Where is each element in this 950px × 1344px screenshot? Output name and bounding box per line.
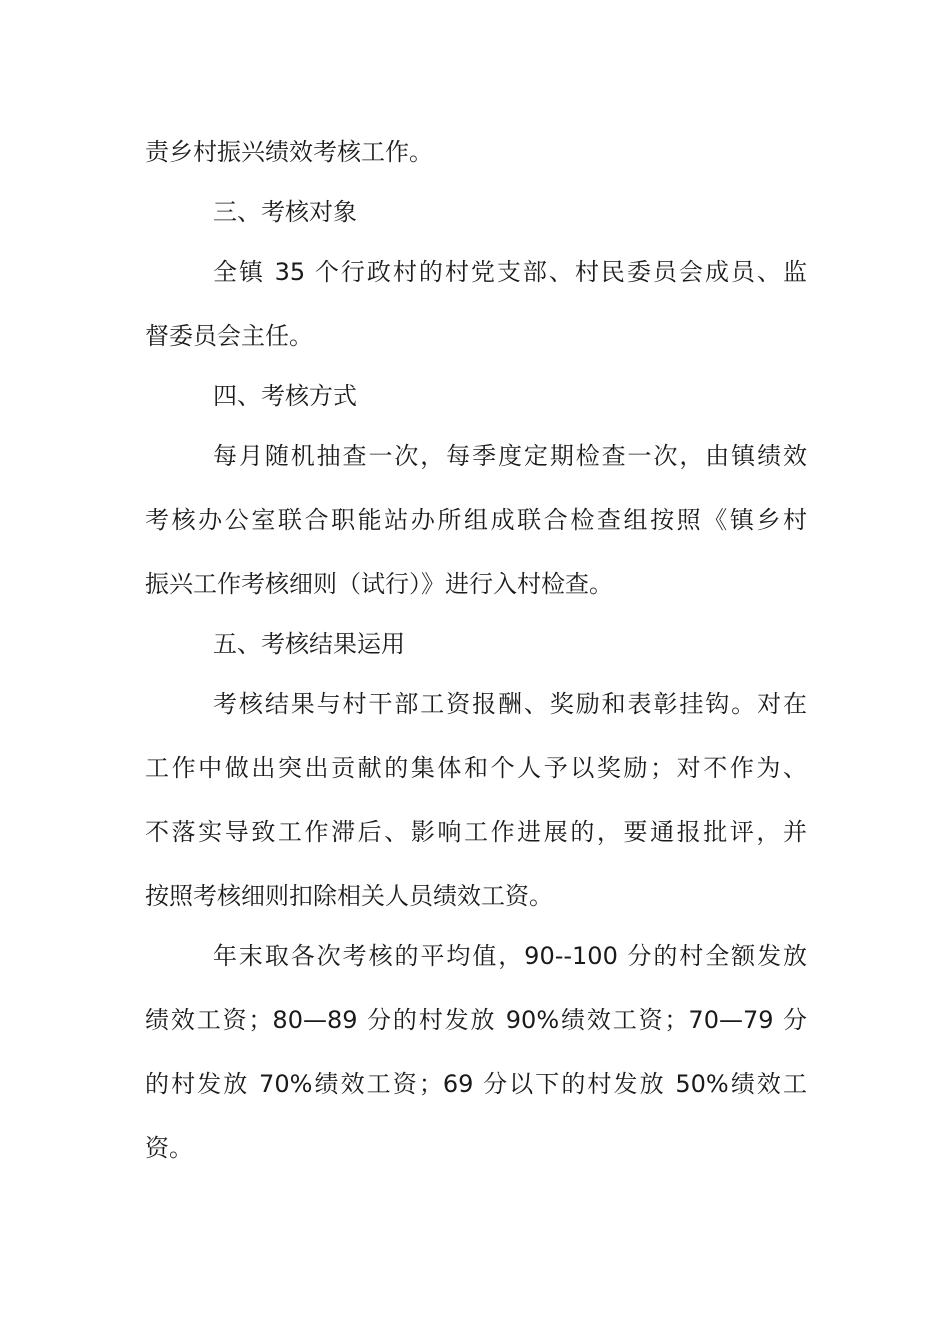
paragraph-line: 绩效工资；80—89 分的村发放 90%绩效工资；70—79 分 [145,1006,807,1034]
section-heading-results: 五、考核结果运用 [213,630,405,658]
paragraph-line: 的村发放 70%绩效工资；69 分以下的村发放 50%绩效工 [145,1070,807,1098]
paragraph-line: 责乡村振兴绩效考核工作。 [145,138,433,166]
section-heading-method: 四、考核方式 [213,382,357,410]
paragraph-line: 每月随机抽查一次，每季度定期检查一次，由镇绩效 [213,442,807,470]
paragraph-line: 振兴工作考核细则（试行）》进行入村检查。 [145,570,613,598]
paragraph-line: 年末取各次考核的平均值，90--100 分的村全额发放 [213,942,807,970]
paragraph-line: 考核办公室联合职能站办所组成联合检查组按照《镇乡村 [145,506,807,534]
paragraph-line: 按照考核细则扣除相关人员绩效工资。 [145,882,553,910]
paragraph-line: 工作中做出突出贡献的集体和个人予以奖励；对不作为、 [145,754,807,782]
section-heading-targets: 三、考核对象 [213,198,357,226]
paragraph-line: 督委员会主任。 [145,322,313,350]
paragraph-line: 资。 [145,1134,193,1162]
paragraph-line: 不落实导致工作滞后、影响工作进展的，要通报批评，并 [145,818,807,846]
paragraph-line: 全镇 35 个行政村的村党支部、村民委员会成员、监 [213,258,807,286]
paragraph-line: 考核结果与村干部工资报酬、奖励和表彰挂钩。对在 [213,690,807,718]
